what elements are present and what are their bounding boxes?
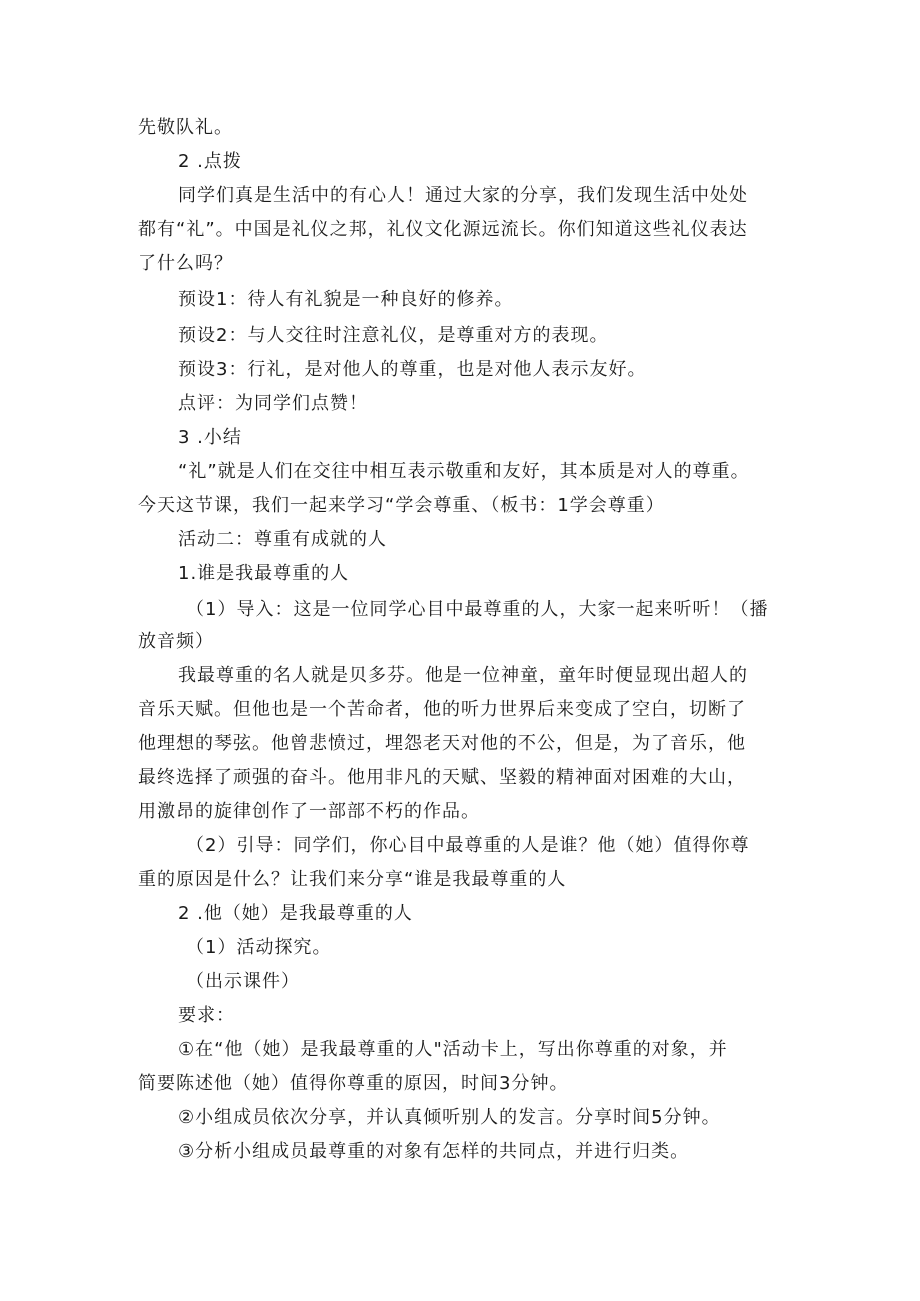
text-line: 点评：为同学们点赞！ <box>178 393 368 414</box>
text-line: 最终选择了顽强的奋斗。他用非凡的天赋、坚毅的精神面对困难的大山， <box>138 767 746 788</box>
section-heading: 3 .小结 <box>178 427 242 448</box>
section-heading: 活动二：尊重有成就的人 <box>178 529 387 550</box>
text-line: 用激昂的旋律创作了一部部不朽的作品。 <box>138 801 480 822</box>
text-line: 简要陈述他（她）值得你尊重的原因，时间3分钟。 <box>138 1073 569 1094</box>
text-line: 预设3：行礼，是对他人的尊重，也是对他人表示友好。 <box>178 359 647 380</box>
text-line: ③分析小组成员最尊重的对象有怎样的共同点，并进行归类。 <box>178 1141 690 1162</box>
text-line: （1）导入：这是一位同学心目中最尊重的人，大家一起来听听！（播 <box>186 599 769 620</box>
text-line: 今天这节课，我们一起来学习“学会尊重、（板书：1学会尊重） <box>138 495 665 516</box>
text-line: （1）活动探究。 <box>186 937 332 958</box>
text-line: 都有“礼”。中国是礼仪之邦，礼仪文化源远流长。你们知道这些礼仪表达 <box>138 219 748 240</box>
text-line: （2）引导：同学们，你心目中最尊重的人是谁？他（她）值得你尊 <box>186 835 750 856</box>
text-line: “礼”就是人们在交往中相互表示敬重和友好，其本质是对人的尊重。 <box>178 461 750 482</box>
text-line: 音乐天赋。但他也是一个苦命者，他的听力世界后来变成了空白，切断了 <box>138 699 746 720</box>
text-line: ①在“他（她）是我最尊重的人"活动卡上，写出你尊重的对象，并 <box>178 1039 728 1060</box>
text-line: 我最尊重的名人就是贝多芬。他是一位神童，童年时便显现出超人的 <box>178 665 748 686</box>
section-heading: 2 .点拨 <box>178 151 242 172</box>
text-line: 预设1：待人有礼貌是一种良好的修养。 <box>178 289 514 310</box>
text-line: 他理想的琴弦。他曾悲愤过，埋怨老天对他的不公，但是，为了音乐，他 <box>138 733 746 754</box>
text-line: 了什么吗？ <box>138 253 233 274</box>
section-heading: 1.谁是我最尊重的人 <box>178 563 350 584</box>
text-line: （出示课件） <box>186 971 300 992</box>
text-line: 预设2：与人交往时注意礼仪，是尊重对方的表现。 <box>178 325 609 346</box>
text-line: 重的原因是什么？让我们来分享“谁是我最尊重的人 <box>138 869 567 890</box>
section-heading: 2 .他（她）是我最尊重的人 <box>178 903 413 924</box>
text-line: 先敬队礼。 <box>138 117 233 138</box>
text-line: 同学们真是生活中的有心人！通过大家的分享，我们发现生活中处处 <box>178 185 748 206</box>
text-line: 要求： <box>178 1005 235 1026</box>
text-line: ②小组成员依次分享，并认真倾听别人的发言。分享时间5分钟。 <box>178 1107 721 1128</box>
text-line: 放音频） <box>138 631 214 652</box>
